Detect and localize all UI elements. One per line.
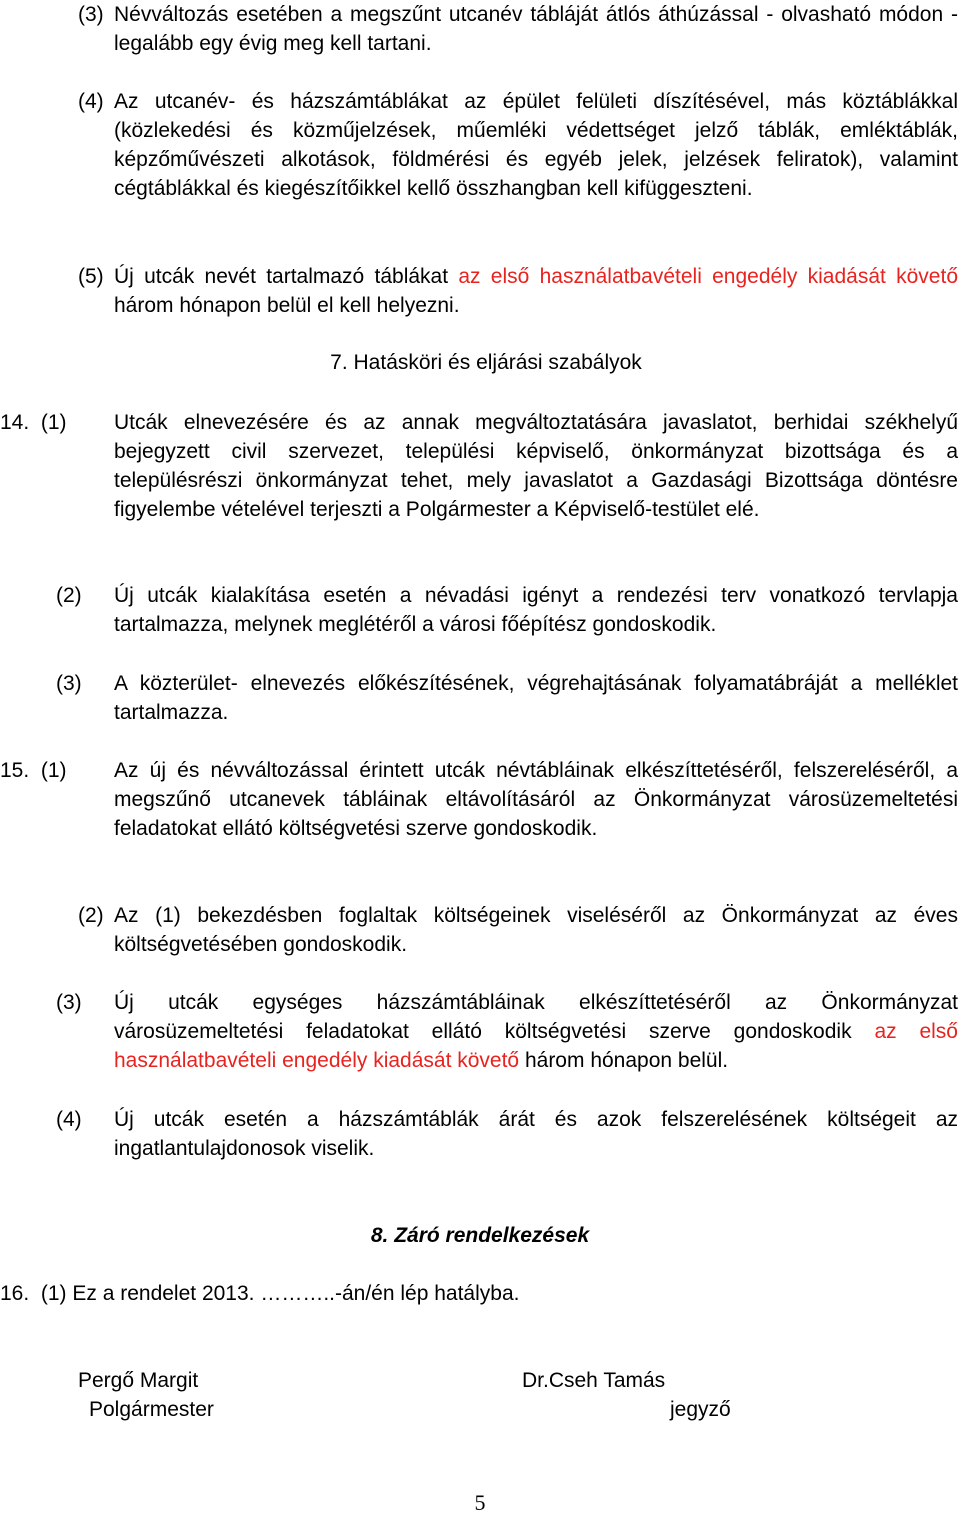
paragraph-text: Új utcák kialakítása esetén a névadási igényt a rendezési terv vonatkozó tervlapja tartalmazza, melynek meglétéről a városi főépítész gondoskodik. [114, 584, 958, 636]
amended-text: az első használatbavételi engedély kiadását követő [458, 265, 958, 288]
paragraph-13-3 [114, 0, 958, 58]
paragraph-text: Új utcák esetén a házszámtáblák árát és azok felszerelésének költségeit az ingatlantulajdonosok viselik. [114, 1108, 958, 1160]
paragraph-text: Az utcanév- és házszámtáblákat az épület felületi díszítésével, más köztáblákkal (közlekedési és közműjelzések, műemléki védettséget jelző táblák, emléktáblák, képzőművészeti alkotások, földmérési és egyéb jelek, jelzések feliratok), valamint cégtáblákkal és kiegészítőikkel kellő összhangban kell kifüggeszteni. [114, 90, 958, 200]
page-number: 5 [474, 1490, 486, 1515]
paragraph-13-5 [114, 262, 958, 320]
paragraph-text: Új utcák nevét tartalmazó táblákat [114, 265, 459, 288]
paragraph-number: 15. (1) [0, 759, 67, 782]
paragraph-16: 16. (1) Ez a rendelet 2013. ………..-án/én lép hatályba. [0, 1282, 520, 1305]
paragraph-number: (4) [78, 90, 104, 113]
paragraph-14-3 [114, 669, 958, 727]
paragraph-number: (3) [56, 672, 82, 695]
paragraph-text: Utcák elnevezésére és az annak megváltoztatására javaslatot, berhidai székhelyű bejegyzett civil szervezet, települési képviselő, önkormányzat bizottsága és a településrészi önkormányzat tehet, mely javaslatot a Gazdasági Bizottsága döntésre figyelembe vételével terjeszti a Polgármester a Képviselő-testület elé. [114, 411, 958, 521]
paragraph-number: (3) [78, 3, 104, 26]
paragraph-text: Az új és névváltozással érintett utcák névtábláinak elkészíttetéséről, felszereléséről, a megszűnő utcanevek tábláinak eltávolításáról az Önkormányzat városüzemeltetési feladatokat ellátó költségvetési szerve gondoskodik. [114, 759, 958, 840]
paragraph-15-4 [114, 1105, 958, 1163]
paragraph-15-2 [114, 901, 958, 959]
section-heading-7: 7. Hatásköri és eljárási szabályok [330, 351, 642, 374]
paragraph-text: Új utcák egységes házszámtábláinak elkészíttetéséről az Önkormányzat városüzemeltetési feladatokat ellátó költségvetési szerve gondoskodik [114, 991, 958, 1043]
paragraph-text: három hónapon belül el kell helyezni. [114, 294, 460, 317]
signature-right-name: Dr.Cseh Tamás [522, 1369, 666, 1392]
signature-left-name: Pergő Margit [78, 1369, 199, 1392]
signature-left-title: Polgármester [89, 1398, 214, 1421]
paragraph-15-3 [114, 988, 958, 1075]
amended-text: az első használatbavételi engedély kiadását követő [114, 1020, 958, 1072]
section-heading-8: 8. Záró rendelkezések [370, 1224, 590, 1247]
paragraph-number: 14. (1) [0, 411, 67, 434]
paragraph-number: (5) [78, 265, 104, 288]
paragraph-text: három hónapon belül. [519, 1049, 729, 1072]
paragraph-14-2 [114, 581, 958, 639]
paragraph-number: (2) [56, 584, 82, 607]
paragraph-13-4 [114, 87, 958, 203]
paragraph-text: A közterület- elnevezés előkészítésének, végrehajtásának folyamatábráját a melléklet tartalmazza. [114, 672, 958, 724]
signature-right-title: jegyző [670, 1398, 731, 1421]
paragraph-number: (3) [56, 991, 82, 1014]
paragraph-number: (2) [78, 904, 104, 927]
paragraph-15-1 [114, 756, 958, 843]
paragraph-text: Névváltozás esetében a megszűnt utcanév tábláját átlós áthúzással - olvasható módon - legalább egy évig meg kell tartani. [114, 3, 958, 55]
paragraph-text: Az (1) bekezdésben foglaltak költségeinek viseléséről az Önkormányzat az éves költségvetésében gondoskodik. [114, 904, 958, 956]
paragraph-number: (4) [56, 1108, 82, 1131]
paragraph-14-1 [114, 408, 958, 524]
